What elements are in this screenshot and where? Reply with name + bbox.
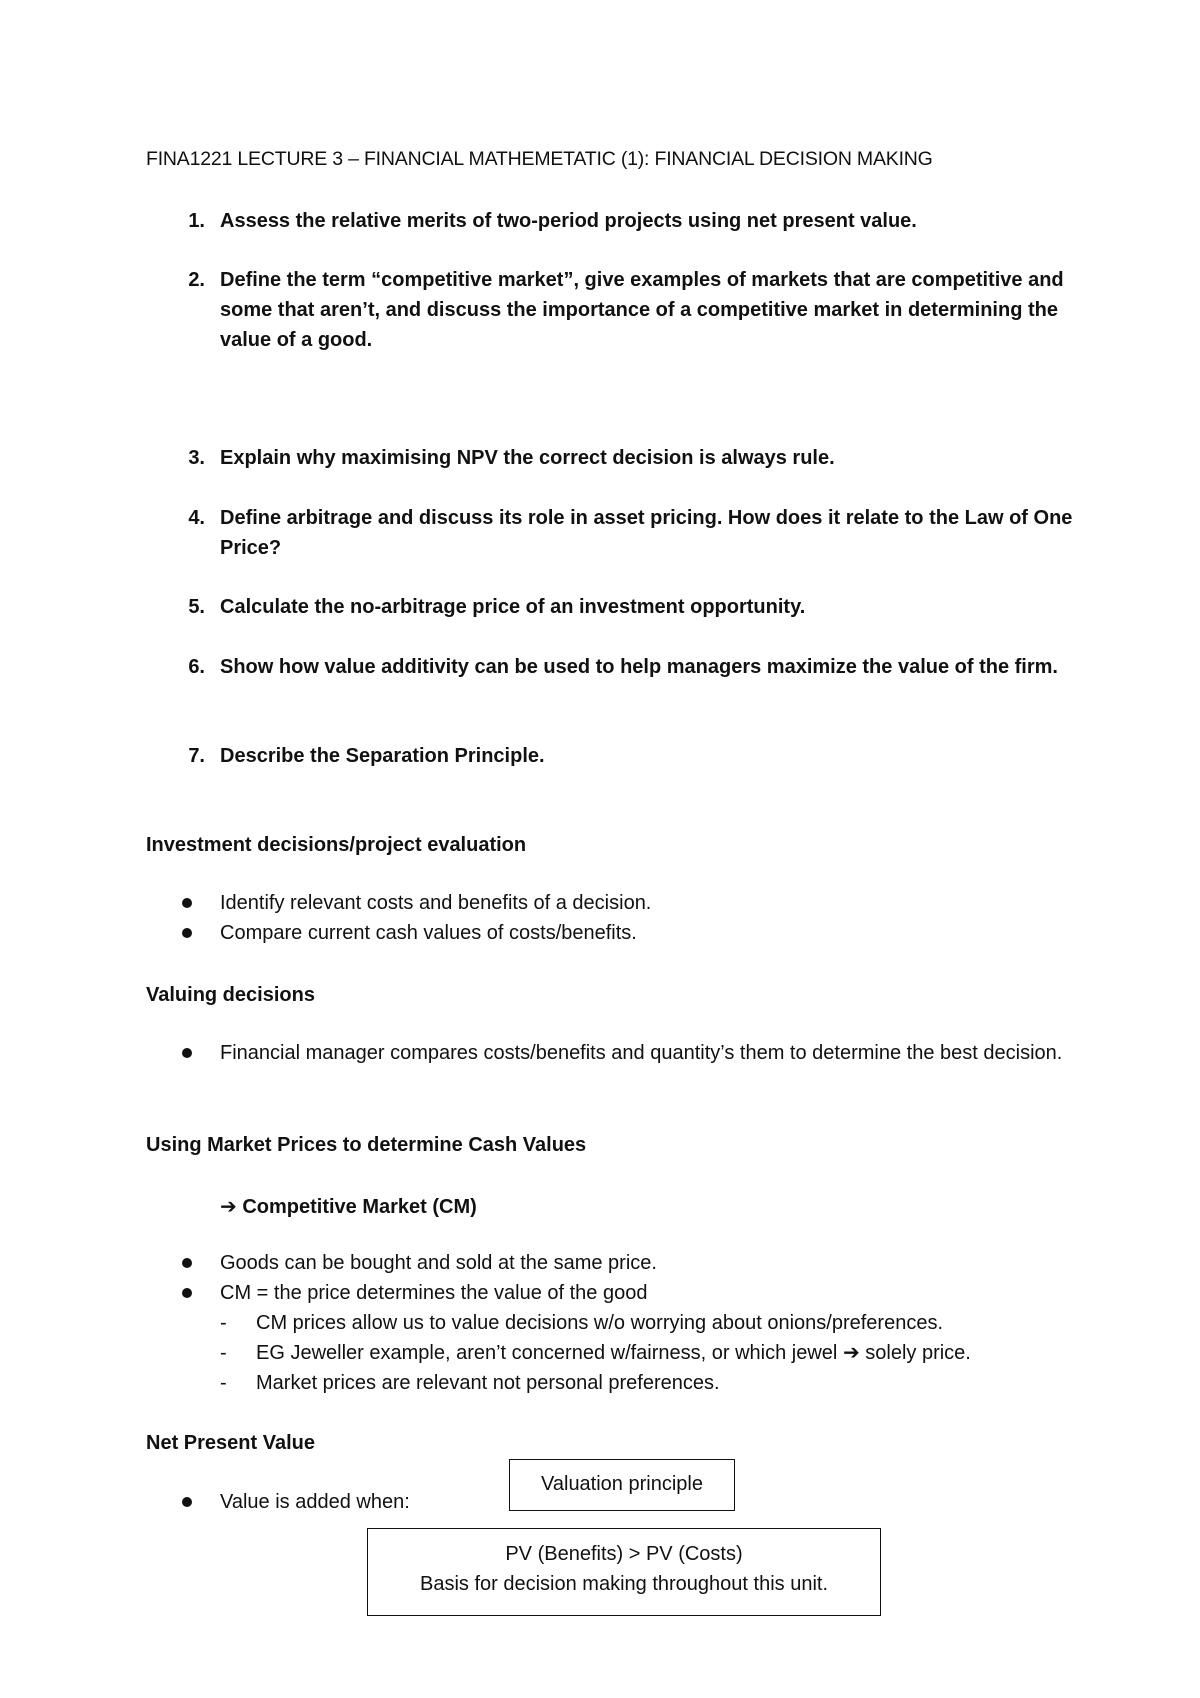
section-heading-market: Using Market Prices to determine Cash Values <box>146 1134 587 1156</box>
objective-number: 7. <box>188 745 205 767</box>
objective-number: 2. <box>188 269 205 291</box>
objective-number: 5. <box>188 596 205 618</box>
valuation-principle-box: Valuation principle <box>509 1459 735 1511</box>
objective-text: Assess the relative merits of two-period projects using net present value. <box>220 210 917 232</box>
bullet-icon <box>182 898 192 908</box>
bullet-icon <box>182 928 192 938</box>
objective-text: Define arbitrage and discuss its role in asset pricing. How does it relate to the Law of One Price? <box>220 507 1073 559</box>
bullet-icon <box>182 1497 192 1507</box>
objective-text: Explain why maximising NPV the correct decision is always rule. <box>220 447 835 469</box>
objective-text: Describe the Separation Principle. <box>220 745 545 767</box>
arrow-right-icon: ➔ <box>220 1196 237 1218</box>
objective-number: 4. <box>188 507 205 529</box>
npv-formula: PV (Benefits) > PV (Costs) <box>505 1543 743 1565</box>
dash-marker: - <box>220 1312 227 1334</box>
competitive-market-label: Competitive Market (CM) <box>242 1196 477 1218</box>
npv-formula-note: Basis for decision making throughout this unit. <box>420 1573 828 1595</box>
bullet-icon <box>182 1258 192 1268</box>
objective-text: Define the term “competitive market”, give examples of markets that are competitive and some that aren’t, and discuss the importance of a competitive market in determining the value of a good. <box>220 269 1064 351</box>
objective-text: Show how value additivity can be used to help managers maximize the value of the firm. <box>220 656 1058 678</box>
objective-number: 1. <box>188 210 205 232</box>
bullet-icon <box>182 1048 192 1058</box>
competitive-market-line <box>220 1194 477 1219</box>
document-page: FINA1221 LECTURE 3 – FINANCIAL MATHEMETATIC (1): FINANCIAL DECISION MAKING 1. Assess the relative merits of two-period projects using net present value. 2. Define the term “competitive market”, give examples of markets that are competitive and some that aren’t, and discuss the importance of a competitive market in determining the value of a good. 3. Explain why maximising NPV the correct decision is always rule. 4. Define arbitrage and discuss its role in asset pricing. How does it relate to the Law of One Price? 5. Calculate the no-arbitrage price of an investment opportunity. 6. Show how value additivity can be used to help managers maximize the value of the firm. 7. Describe the Separation Principle. Investment decisions/project evaluation Identify relevant costs and benefits of a decision. Compare current cash values of costs/benefits. Valuing decisions Financial manager compares costs/benefits and quantity’s them to determine the best decision. Using Market Prices to determine Cash Values ➔ Competitive Market (CM) Goods can be bought and sold at the same price. CM = the price determines the value of the good - CM prices allow us to value decisions w/o worrying about onions/preferences. - EG Jeweller example, aren’t concerned w/fairness, or which jewel ➔ solely price. - Market prices are relevant not personal preferences. Net Present Value Value is added when: Valuation principle PV (Benefits) > PV (Costs) Basis for decision making throughout this unit. <box>0 0 1200 1698</box>
arrow-right-icon: ➔ <box>842 1342 860 1364</box>
section-heading-investment: Investment decisions/project evaluation <box>146 834 527 856</box>
section-heading-npv: Net Present Value <box>146 1432 315 1454</box>
bullet-icon <box>182 1288 192 1298</box>
dash-marker: - <box>220 1372 227 1394</box>
page-title: FINA1221 LECTURE 3 – FINANCIAL MATHEMETATIC (1): FINANCIAL DECISION MAKING <box>146 148 933 170</box>
dash-marker: - <box>220 1342 227 1364</box>
npv-formula-box <box>367 1528 881 1616</box>
objective-text: Calculate the no-arbitrage price of an investment opportunity. <box>220 596 806 618</box>
section-heading-valuing: Valuing decisions <box>146 984 315 1006</box>
objective-number: 3. <box>188 447 205 469</box>
objective-number: 6. <box>188 656 205 678</box>
